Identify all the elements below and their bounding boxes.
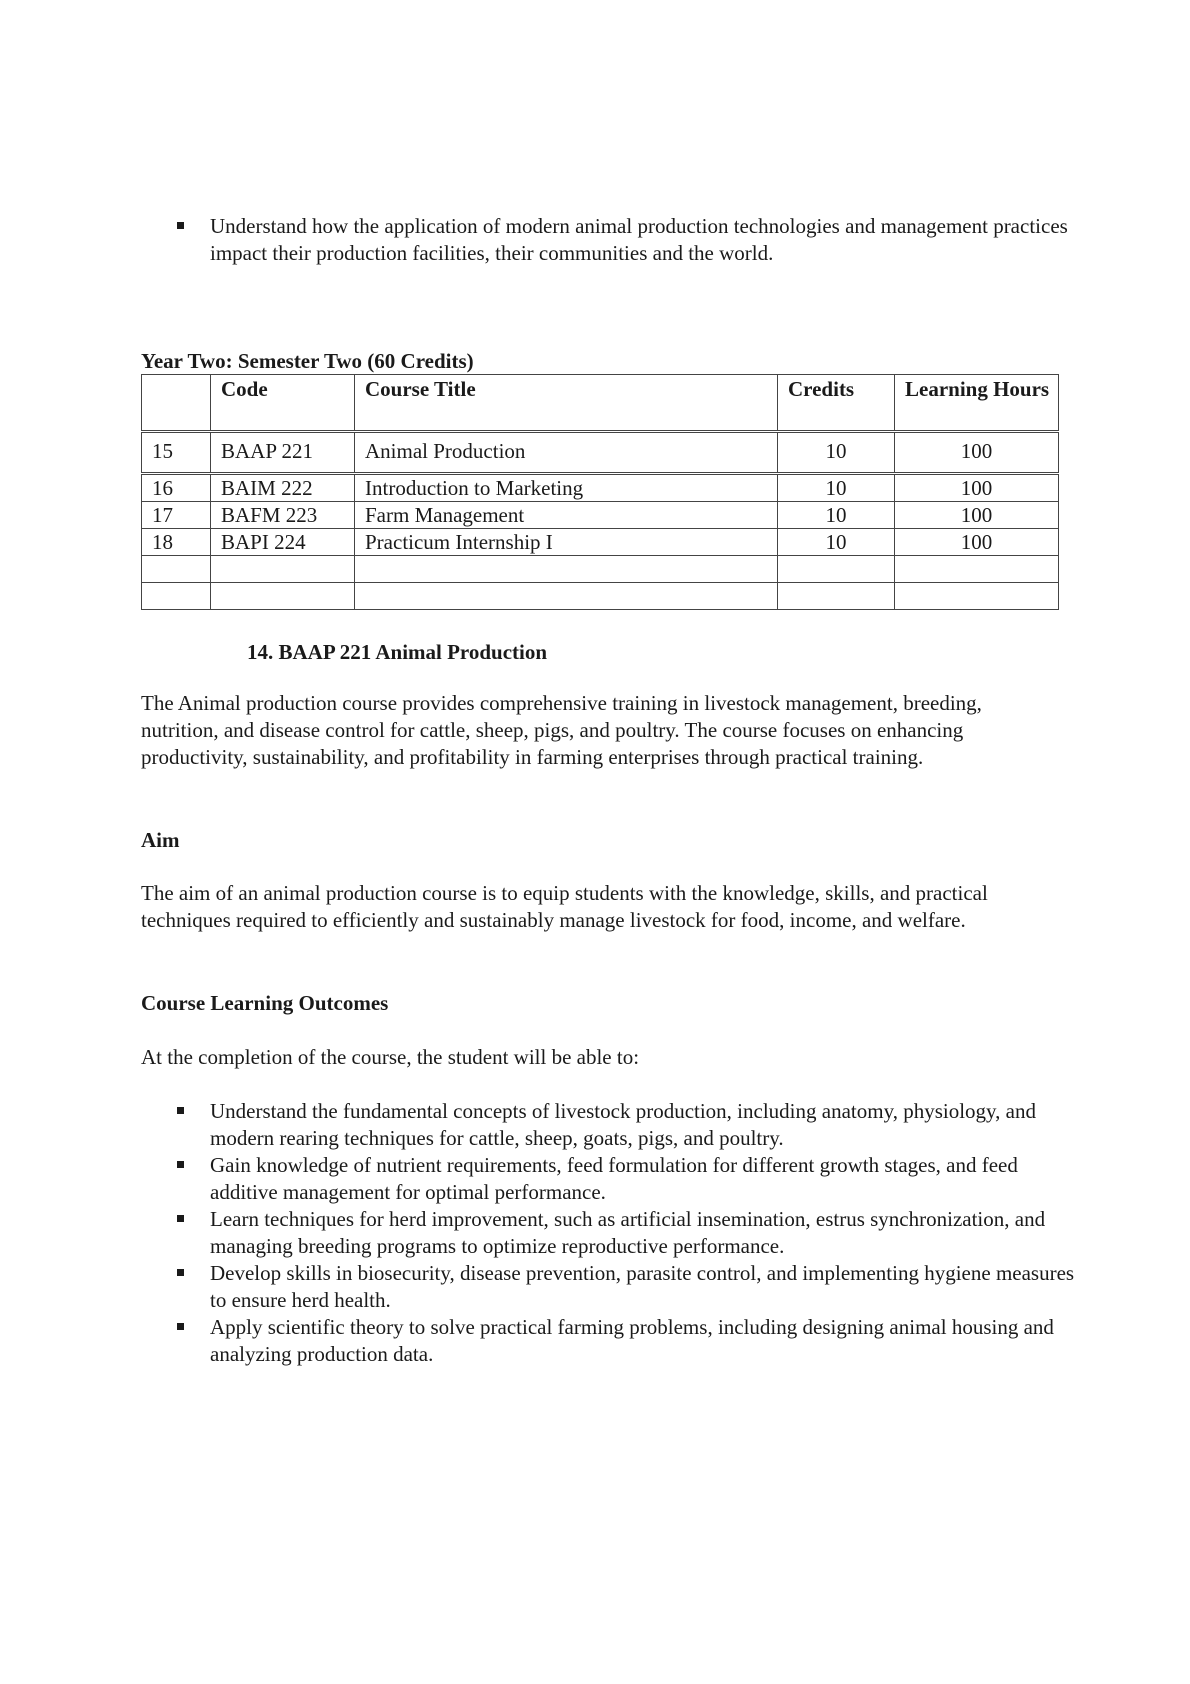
cell-credits [778, 556, 895, 583]
table-row-empty [142, 556, 1059, 583]
table-row [142, 529, 1059, 556]
outcome-text: Gain knowledge of nutrient requirements, feed formulation for different growth stages, and feed additive management for optimal performance. [210, 1153, 1018, 1204]
table-row [142, 502, 1059, 529]
outcome-text: Develop skills in biosecurity, disease prevention, parasite control, and implementing hygiene measures to ensure herd health. [210, 1261, 1075, 1312]
cell-hours [895, 556, 1059, 583]
outcomes-list [210, 1098, 1090, 1368]
cell-credits [778, 583, 895, 610]
outcome-item [210, 1152, 1090, 1206]
cell-index: 16 [142, 474, 211, 502]
cell-code: BAIM 222 [211, 474, 355, 502]
header-credits: Credits [778, 375, 895, 432]
section-heading: 14. BAAP 221 Animal Production [247, 640, 548, 664]
intro-paragraph: The Animal production course provides comprehensive training in livestock management, breeding, nutrition, and disease control for cattle, sheep, pigs, and poultry. The course focuses on enhancing productivity, sustainability, and profitability in farming enterprises through practical training. [141, 691, 982, 769]
square-bullet-icon [177, 1161, 184, 1168]
cell-hours: 100 [895, 474, 1059, 502]
cell-title: Farm Management [355, 502, 778, 529]
outcome-text: Learn techniques for herd improvement, such as artificial insemination, estrus synchronization, and managing breeding programs to optimize reproductive performance. [210, 1207, 1046, 1258]
bullet-text: Understand how the application of modern animal production technologies and management practices impact their production facilities, their communities and the world. [210, 214, 1068, 265]
table-row [142, 432, 1059, 474]
outcome-text: Understand the fundamental concepts of livestock production, including anatomy, physiology, and modern rearing techniques for cattle, sheep, goats, pigs, and poultry. [210, 1099, 1037, 1150]
cell-code: BAAP 221 [211, 432, 355, 474]
cell-title: Animal Production [355, 432, 778, 474]
top-bullet-list [210, 213, 1090, 267]
bullet-item [210, 213, 1090, 267]
cell-code [211, 556, 355, 583]
header-learning-hours: Learning Hours [895, 375, 1059, 432]
outcome-text: Apply scientific theory to solve practical farming problems, including designing animal housing and analyzing production data. [210, 1315, 1054, 1366]
cell-title: Introduction to Marketing [355, 474, 778, 502]
cell-hours [895, 583, 1059, 610]
cell-title [355, 556, 778, 583]
cell-index: 18 [142, 529, 211, 556]
header-index [142, 375, 211, 432]
cell-code [211, 583, 355, 610]
square-bullet-icon [177, 1269, 184, 1276]
cell-code: BAFM 223 [211, 502, 355, 529]
cell-index [142, 583, 211, 610]
aim-heading: Aim [141, 828, 180, 852]
header-course-title: Course Title [355, 375, 778, 432]
cell-index [142, 556, 211, 583]
square-bullet-icon [177, 1107, 184, 1114]
cell-title [355, 583, 778, 610]
cell-title: Practicum Internship I [355, 529, 778, 556]
outcome-item [210, 1314, 1090, 1368]
table-header-row [142, 375, 1059, 432]
table-row [142, 474, 1059, 502]
square-bullet-icon [177, 222, 184, 229]
outcome-item [210, 1260, 1090, 1314]
square-bullet-icon [177, 1323, 184, 1330]
outcome-item [210, 1206, 1090, 1260]
outcomes-heading: Course Learning Outcomes [141, 991, 389, 1015]
header-code: Code [211, 375, 355, 432]
cell-hours: 100 [895, 529, 1059, 556]
cell-index: 17 [142, 502, 211, 529]
aim-paragraph: The aim of an animal production course is to equip students with the knowledge, skills, and practical techniques required to efficiently and sustainably manage livestock for food, income, and welfare. [141, 881, 988, 932]
table-caption: Year Two: Semester Two (60 Credits) [141, 349, 474, 373]
course-table [141, 374, 1059, 610]
cell-code: BAPI 224 [211, 529, 355, 556]
cell-credits: 10 [778, 502, 895, 529]
cell-index: 15 [142, 432, 211, 474]
outcomes-intro: At the completion of the course, the student will be able to: [141, 1045, 640, 1069]
cell-hours: 100 [895, 502, 1059, 529]
outcome-item [210, 1098, 1090, 1152]
cell-hours: 100 [895, 432, 1059, 474]
square-bullet-icon [177, 1215, 184, 1222]
cell-credits: 10 [778, 474, 895, 502]
cell-credits: 10 [778, 432, 895, 474]
cell-credits: 10 [778, 529, 895, 556]
table-row-empty [142, 583, 1059, 610]
